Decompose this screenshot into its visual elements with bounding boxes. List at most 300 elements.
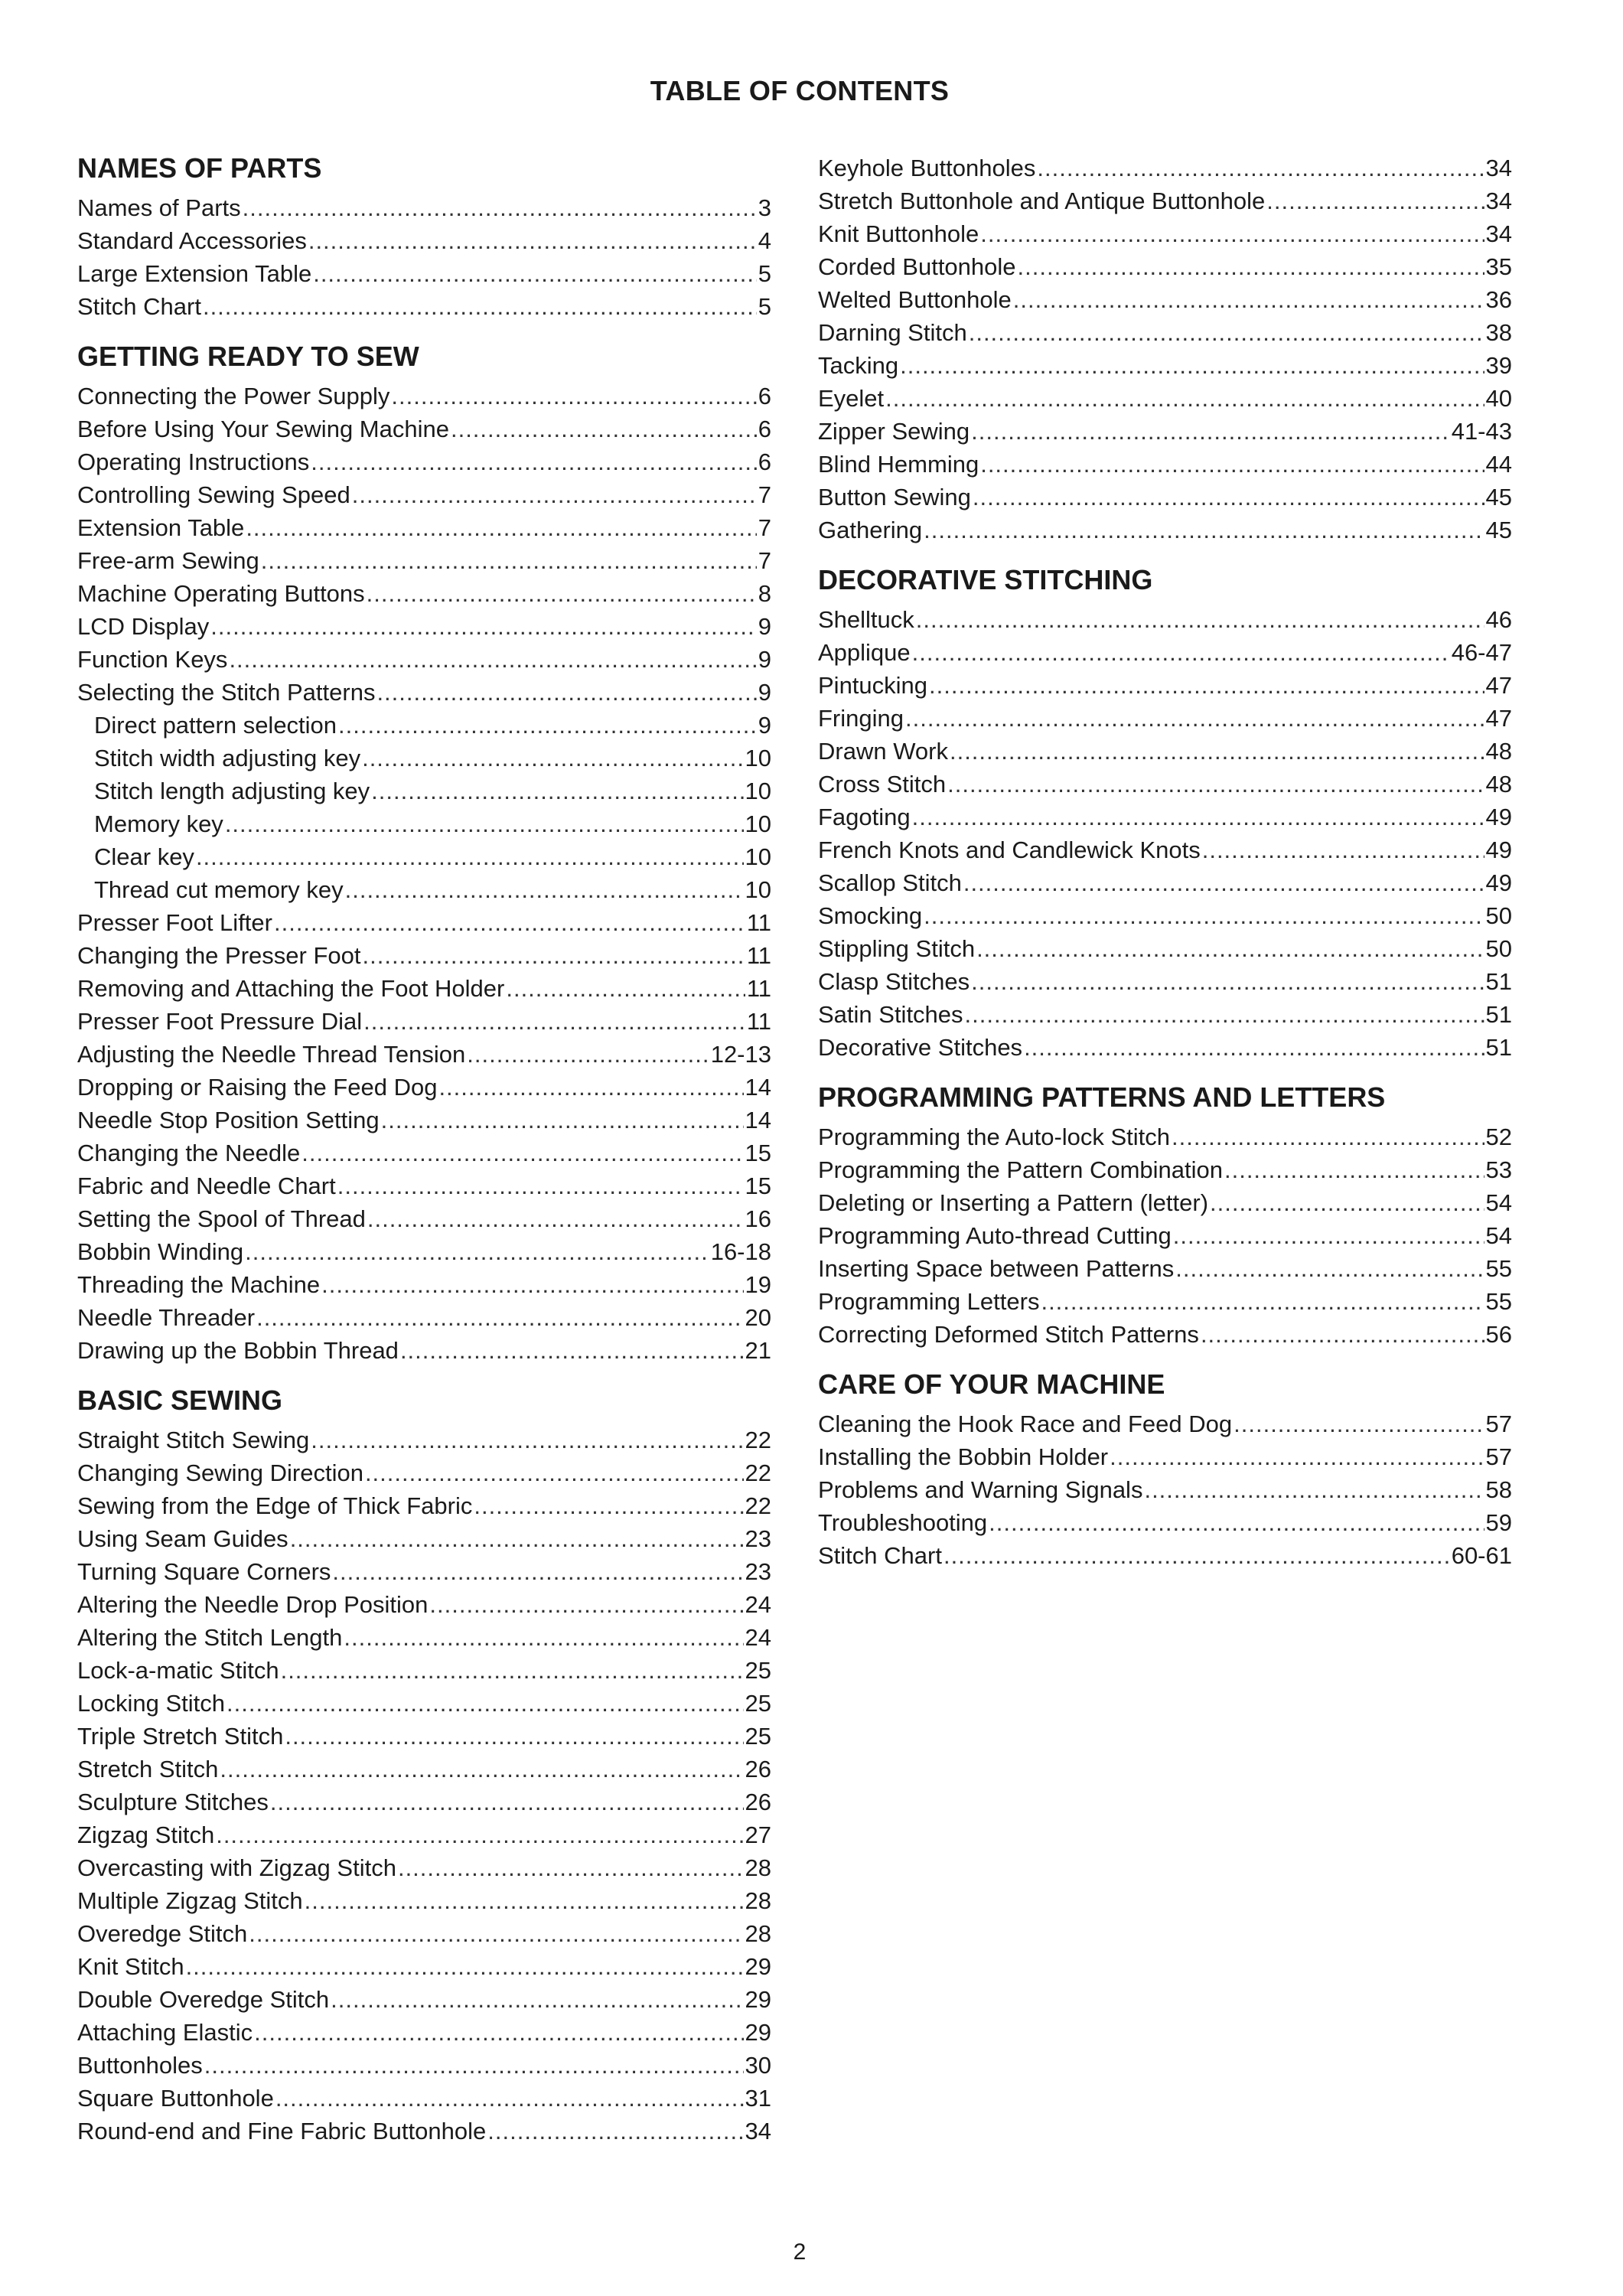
section-heading: GETTING READY TO SEW — [77, 341, 419, 372]
toc-entry-title: Installing the Bobbin Holder — [818, 1443, 1109, 1470]
toc-entry[interactable] — [77, 1621, 771, 1654]
toc-entry[interactable] — [77, 1818, 771, 1851]
toc-entry[interactable] — [77, 1005, 771, 1038]
toc-section-names-of-parts — [77, 152, 771, 323]
toc-entry-title: Function Keys — [77, 646, 228, 673]
toc-entry-page: 10 — [745, 843, 771, 870]
toc-entry[interactable] — [77, 2082, 771, 2115]
toc-entry-page: 25 — [745, 1657, 771, 1684]
toc-entry[interactable] — [818, 1031, 1512, 1064]
toc-entry-page: 48 — [1485, 771, 1512, 797]
toc-entry[interactable] — [818, 833, 1512, 866]
toc-entry[interactable] — [818, 1506, 1512, 1539]
toc-entry[interactable] — [818, 603, 1512, 636]
toc-entry-page: 11 — [746, 1008, 771, 1035]
toc-entry[interactable] — [77, 511, 771, 544]
toc-entry-title: Memory key — [94, 810, 223, 837]
toc-entry-page: 9 — [758, 712, 771, 739]
toc-entry[interactable] — [818, 636, 1512, 669]
dot-leader — [337, 1169, 744, 1202]
toc-entry-title: French Knots and Candlewick Knots — [818, 837, 1201, 863]
toc-entry-page: 22 — [745, 1427, 771, 1453]
dot-leader — [381, 1104, 744, 1137]
toc-entry-page: 60-61 — [1451, 1542, 1512, 1569]
toc-entry[interactable] — [77, 873, 771, 906]
toc-entry-page: 53 — [1485, 1156, 1512, 1183]
toc-entry-page: 16-18 — [710, 1238, 771, 1265]
toc-entry-title: Multiple Zigzag Stitch — [77, 1887, 303, 1914]
toc-entry-page: 6 — [758, 416, 771, 442]
dot-leader — [980, 448, 1484, 481]
toc-entry-title: Square Buttonhole — [77, 2085, 274, 2112]
dot-leader — [362, 742, 743, 775]
toc-entry-page: 49 — [1485, 804, 1512, 830]
toc-entry[interactable] — [77, 445, 771, 478]
dot-leader — [474, 1489, 743, 1522]
dot-leader — [398, 1851, 744, 1884]
toc-entry[interactable] — [77, 1654, 771, 1687]
toc-left-column — [77, 152, 771, 2148]
toc-entry-page: 11 — [746, 909, 771, 936]
toc-entry-page: 49 — [1485, 837, 1512, 863]
toc-entry-title: Overcasting with Zigzag Stitch — [77, 1854, 396, 1881]
toc-entry-title: Changing the Needle — [77, 1140, 301, 1166]
dot-leader — [338, 709, 757, 742]
toc-entry[interactable] — [818, 481, 1512, 514]
toc-entry-title: Presser Foot Pressure Dial — [77, 1008, 363, 1035]
toc-entry[interactable] — [77, 1301, 771, 1334]
toc-entry-title: Troubleshooting — [818, 1509, 988, 1536]
toc-entry-title: Controlling Sewing Speed — [77, 481, 350, 508]
toc-entry[interactable] — [77, 742, 771, 775]
toc-entry-title: LCD Display — [77, 613, 210, 640]
dot-leader — [216, 1818, 743, 1851]
dot-leader — [980, 217, 1484, 250]
toc-entry-title: Fabric and Needle Chart — [77, 1172, 336, 1199]
toc-entry-page: 14 — [745, 1107, 771, 1133]
toc-entry[interactable] — [77, 676, 771, 709]
toc-entry-title: Darning Stitch — [818, 319, 967, 346]
toc-entry-title: Zipper Sewing — [818, 418, 970, 445]
toc-entry[interactable] — [818, 866, 1512, 899]
toc-entry-title: Problems and Warning Signals — [818, 1476, 1143, 1503]
toc-entry-page: 54 — [1485, 1189, 1512, 1216]
toc-entry-title: Drawing up the Bobbin Thread — [77, 1337, 399, 1364]
toc-entry[interactable] — [818, 768, 1512, 801]
toc-entry-title: Correcting Deformed Stitch Patterns — [818, 1321, 1199, 1348]
toc-section-programming-patterns-and-letters — [818, 1081, 1512, 1351]
dot-leader — [245, 1235, 709, 1268]
section-heading: DECORATIVE STITCHING — [818, 564, 1153, 595]
toc-entry-page: 24 — [745, 1591, 771, 1618]
dot-leader — [971, 965, 1484, 998]
toc-entry[interactable] — [818, 1120, 1512, 1153]
toc-entry[interactable] — [818, 1252, 1512, 1285]
toc-entry-page: 29 — [745, 1953, 771, 1980]
toc-entry-page: 46-47 — [1451, 639, 1512, 666]
dot-leader — [308, 224, 757, 257]
toc-entry[interactable] — [818, 669, 1512, 702]
toc-section-basic-sewing — [77, 1384, 771, 2148]
dot-leader — [331, 1983, 743, 2016]
dot-leader — [916, 603, 1484, 636]
toc-entry[interactable] — [818, 1153, 1512, 1186]
toc-entry-title: Stippling Stitch — [818, 935, 976, 962]
toc-entry-page: 28 — [745, 1887, 771, 1914]
toc-section-getting-ready-to-sew — [77, 340, 771, 1367]
toc-entry[interactable] — [77, 380, 771, 413]
dot-leader — [905, 702, 1484, 735]
toc-entry[interactable] — [818, 1318, 1512, 1351]
toc-entry-title: Free-arm Sewing — [77, 547, 259, 574]
toc-entry-page: 10 — [745, 745, 771, 771]
toc-entry[interactable] — [77, 1268, 771, 1301]
toc-entry[interactable] — [818, 932, 1512, 965]
toc-entry-title: Clear key — [94, 843, 194, 870]
toc-section-continued — [818, 152, 1512, 546]
toc-entry-title: Corded Buttonhole — [818, 253, 1016, 280]
toc-entry-page: 48 — [1485, 738, 1512, 765]
toc-entry-page: 45 — [1485, 517, 1512, 543]
toc-entry-title: Selecting the Stitch Patterns — [77, 679, 376, 706]
toc-entry-title: Applique — [818, 639, 911, 666]
toc-entry[interactable] — [818, 735, 1512, 768]
toc-entry[interactable] — [77, 1169, 771, 1202]
toc-entry-page: 8 — [758, 580, 771, 607]
dot-leader — [963, 866, 1484, 899]
toc-entry-title: Programming Letters — [818, 1288, 1040, 1315]
toc-entry[interactable] — [818, 702, 1512, 735]
toc-entry[interactable] — [818, 283, 1512, 316]
toc-entry[interactable] — [77, 1071, 771, 1104]
dot-leader — [275, 2082, 744, 2115]
toc-entry-page: 24 — [745, 1624, 771, 1651]
dot-leader — [311, 445, 756, 478]
toc-entry-page: 26 — [745, 1789, 771, 1815]
toc-entry[interactable] — [77, 1720, 771, 1753]
toc-entry[interactable] — [77, 2115, 771, 2148]
toc-entry-page: 12-13 — [710, 1041, 771, 1068]
toc-entry-page: 10 — [745, 876, 771, 903]
dot-leader — [254, 2016, 743, 2049]
toc-entry-title: Bobbin Winding — [77, 1238, 244, 1265]
toc-entry[interactable] — [818, 1285, 1512, 1318]
dot-leader — [203, 290, 757, 323]
dot-leader — [487, 2115, 743, 2148]
toc-entry-page: 34 — [1485, 188, 1512, 214]
dot-leader — [311, 1424, 743, 1456]
toc-entry-page: 20 — [745, 1304, 771, 1331]
toc-entry[interactable] — [77, 1235, 771, 1268]
toc-entry-title: Pintucking — [818, 672, 928, 699]
toc-entry-page: 54 — [1485, 1222, 1512, 1249]
toc-entry-title: Attaching Elastic — [77, 2019, 253, 2046]
toc-entry-page: 10 — [745, 810, 771, 837]
toc-entry-title: Welted Buttonhole — [818, 286, 1012, 313]
dot-leader — [321, 1268, 743, 1301]
toc-entry-page: 49 — [1485, 869, 1512, 896]
toc-entry[interactable] — [77, 939, 771, 972]
dot-leader — [274, 906, 745, 939]
toc-entry-title: Fagoting — [818, 804, 911, 830]
toc-entry[interactable] — [77, 290, 771, 323]
dot-leader — [290, 1522, 744, 1555]
toc-entry-page: 23 — [745, 1558, 771, 1585]
toc-section-care-of-your-machine — [818, 1368, 1512, 1572]
toc-entry[interactable] — [77, 775, 771, 807]
toc-entry-title: Operating Instructions — [77, 448, 310, 475]
toc-entry-page: 25 — [745, 1690, 771, 1717]
toc-entry[interactable] — [818, 1440, 1512, 1473]
toc-entry[interactable] — [77, 2049, 771, 2082]
toc-entry[interactable] — [77, 1983, 771, 2016]
toc-entry[interactable] — [818, 998, 1512, 1031]
toc-entry-page: 29 — [745, 2019, 771, 2046]
toc-entry-page: 9 — [758, 646, 771, 673]
toc-entry-page: 58 — [1485, 1476, 1512, 1503]
toc-entry-title: Threading the Machine — [77, 1271, 321, 1298]
toc-entry[interactable] — [77, 1038, 771, 1071]
toc-entry-title: Stretch Buttonhole and Antique Buttonhole — [818, 188, 1266, 214]
toc-entry[interactable] — [818, 316, 1512, 349]
toc-entry[interactable] — [818, 801, 1512, 833]
toc-entry-page: 14 — [745, 1074, 771, 1101]
section-heading: CARE OF YOUR MACHINE — [818, 1368, 1165, 1400]
toc-entry[interactable] — [77, 906, 771, 939]
dot-leader — [270, 1786, 744, 1818]
toc-entry-title: Needle Stop Position Setting — [77, 1107, 380, 1133]
dot-leader — [229, 643, 756, 676]
dot-leader — [220, 1753, 743, 1786]
toc-entry[interactable] — [77, 577, 771, 610]
toc-entry-page: 30 — [745, 2052, 771, 2079]
toc-entry-title: Buttonholes — [77, 2052, 203, 2079]
toc-entry[interactable] — [77, 1522, 771, 1555]
toc-entry-title: Dropping or Raising the Feed Dog — [77, 1074, 438, 1101]
dot-leader — [973, 481, 1484, 514]
toc-entry[interactable] — [77, 1555, 771, 1588]
toc-entry[interactable] — [77, 610, 771, 643]
toc-entry-title: Adjusting the Needle Thread Tension — [77, 1041, 466, 1068]
dot-leader — [976, 932, 1484, 965]
toc-entry[interactable] — [77, 1424, 771, 1456]
dot-leader — [363, 1005, 745, 1038]
toc-entry[interactable] — [77, 478, 771, 511]
dot-leader — [1201, 1318, 1484, 1351]
toc-entry[interactable] — [818, 1473, 1512, 1506]
toc-entry-title: Double Overedge Stitch — [77, 1986, 330, 2013]
toc-entry[interactable] — [818, 250, 1512, 283]
dot-leader — [367, 577, 757, 610]
toc-entry-page: 28 — [745, 1854, 771, 1881]
toc-entry-page: 6 — [758, 448, 771, 475]
dot-leader — [249, 1917, 743, 1950]
toc-entry[interactable] — [77, 1786, 771, 1818]
dot-leader — [227, 1687, 744, 1720]
toc-entry-page: 55 — [1485, 1288, 1512, 1315]
dot-leader — [947, 768, 1484, 801]
toc-entry-title: Using Seam Guides — [77, 1525, 288, 1552]
toc-entry-title: Thread cut memory key — [94, 876, 344, 903]
toc-entry[interactable] — [77, 1917, 771, 1950]
toc-entry[interactable] — [77, 2016, 771, 2049]
dot-leader — [924, 899, 1484, 932]
toc-entry[interactable] — [77, 1489, 771, 1522]
toc-entry-title: Decorative Stitches — [818, 1034, 1023, 1061]
toc-entry[interactable] — [77, 1137, 771, 1169]
toc-entry-page: 34 — [1485, 220, 1512, 247]
toc-entry-title: Eyelet — [818, 385, 885, 412]
toc-entry-page: 16 — [745, 1205, 771, 1232]
toc-entry-title: Changing the Presser Foot — [77, 942, 361, 969]
toc-entry[interactable] — [818, 152, 1512, 184]
toc-entry[interactable] — [818, 349, 1512, 382]
toc-entry-title: Fringing — [818, 705, 904, 732]
dot-leader — [305, 1884, 744, 1917]
toc-entry[interactable] — [77, 1950, 771, 1983]
toc-entry[interactable] — [818, 415, 1512, 448]
dot-leader — [371, 775, 743, 807]
toc-entry-title: Removing and Attaching the Foot Holder — [77, 975, 505, 1002]
toc-entry-title: Programming the Auto-lock Stitch — [818, 1124, 1171, 1150]
toc-entry-page: 40 — [1485, 385, 1512, 412]
toc-entry[interactable] — [77, 643, 771, 676]
dot-leader — [365, 1456, 744, 1489]
toc-entry-page: 36 — [1485, 286, 1512, 313]
toc-entry-page: 25 — [745, 1723, 771, 1750]
toc-entry[interactable] — [77, 224, 771, 257]
dot-leader — [1173, 1219, 1484, 1252]
toc-entry[interactable] — [77, 191, 771, 224]
toc-entry-title: Blind Hemming — [818, 451, 979, 478]
toc-entry[interactable] — [818, 382, 1512, 415]
toc-entry[interactable] — [77, 1456, 771, 1489]
toc-entry-page: 31 — [745, 2085, 771, 2112]
dot-leader — [943, 1539, 1450, 1572]
dot-leader — [438, 1071, 743, 1104]
toc-entry-title: Knit Buttonhole — [818, 220, 979, 247]
toc-entry-title: Connecting the Power Supply — [77, 383, 390, 409]
toc-entry-page: 35 — [1485, 253, 1512, 280]
toc-entry[interactable] — [77, 257, 771, 290]
toc-entry-page: 47 — [1485, 705, 1512, 732]
dot-leader — [256, 1301, 743, 1334]
toc-entry-title: Altering the Stitch Length — [77, 1624, 343, 1651]
toc-entry[interactable] — [77, 1202, 771, 1235]
toc-entry-page: 6 — [758, 383, 771, 409]
toc-entry[interactable] — [77, 807, 771, 840]
dot-leader — [950, 735, 1484, 768]
toc-entry[interactable] — [818, 217, 1512, 250]
toc-entry-title: Programming Auto-thread Cutting — [818, 1222, 1172, 1249]
dot-leader — [1224, 1153, 1484, 1186]
toc-entry-page: 5 — [758, 293, 771, 320]
toc-entry-title: Round-end and Fine Fabric Buttonhole — [77, 2118, 487, 2144]
dot-leader — [261, 544, 757, 577]
dot-leader — [1037, 152, 1484, 184]
toc-entry-page: 47 — [1485, 672, 1512, 699]
toc-entry[interactable] — [818, 184, 1512, 217]
toc-entry-title: Changing Sewing Direction — [77, 1459, 363, 1486]
toc-entry[interactable] — [77, 1753, 771, 1786]
section-heading: PROGRAMMING PATTERNS AND LETTERS — [818, 1081, 1386, 1113]
toc-entry[interactable] — [77, 972, 771, 1005]
toc-entry-title: Zigzag Stitch — [77, 1821, 215, 1848]
toc-entry-page: 45 — [1485, 484, 1512, 510]
toc-entry[interactable] — [818, 1539, 1512, 1572]
toc-entry[interactable] — [77, 1884, 771, 1917]
toc-entry-title: Keyhole Buttonholes — [818, 155, 1036, 181]
toc-entry-title: Scallop Stitch — [818, 869, 962, 896]
toc-entry[interactable] — [77, 1334, 771, 1367]
toc-entry[interactable] — [818, 1186, 1512, 1219]
toc-entry-page: 55 — [1485, 1255, 1512, 1282]
toc-entry[interactable] — [818, 1219, 1512, 1252]
toc-entry-page: 11 — [746, 942, 771, 969]
toc-entry[interactable] — [77, 1104, 771, 1137]
toc-entry-title: Names of Parts — [77, 194, 241, 221]
toc-entry-page: 23 — [745, 1525, 771, 1552]
toc-entry[interactable] — [77, 1851, 771, 1884]
toc-entry-page: 21 — [745, 1337, 771, 1364]
toc-entry-page: 7 — [758, 514, 771, 541]
toc-entry-page: 9 — [758, 613, 771, 640]
toc-entry-title: Standard Accessories — [77, 227, 307, 254]
toc-entry-title: Machine Operating Buttons — [77, 580, 365, 607]
toc-entry-page: 34 — [745, 2118, 771, 2144]
page-title: TABLE OF CONTENTS — [650, 75, 950, 106]
toc-entry-title: Button Sewing — [818, 484, 971, 510]
toc-entry[interactable] — [77, 709, 771, 742]
toc-entry-page: 46 — [1485, 606, 1512, 633]
dot-leader — [1172, 1120, 1484, 1153]
toc-entry-title: Before Using Your Sewing Machine — [77, 416, 449, 442]
dot-leader — [285, 1720, 743, 1753]
toc-entry-page: 28 — [745, 1920, 771, 1947]
toc-entry[interactable] — [77, 413, 771, 445]
toc-entry[interactable] — [77, 840, 771, 873]
dot-leader — [429, 1588, 743, 1621]
toc-entry-title: Cleaning the Hook Race and Feed Dog — [818, 1411, 1233, 1437]
toc-entry-title: Deleting or Inserting a Pattern (letter) — [818, 1189, 1209, 1216]
toc-entry[interactable] — [818, 899, 1512, 932]
toc-entry-page: 51 — [1485, 1001, 1512, 1028]
dot-leader — [344, 1621, 743, 1654]
toc-entry[interactable] — [77, 544, 771, 577]
toc-entry-title: Locking Stitch — [77, 1690, 225, 1717]
dot-leader — [400, 1334, 744, 1367]
dot-leader — [1024, 1031, 1484, 1064]
toc-entry-title: Altering the Needle Drop Position — [77, 1591, 429, 1618]
toc-entry[interactable] — [77, 1687, 771, 1720]
toc-entry[interactable] — [818, 965, 1512, 998]
toc-entry-page: 26 — [745, 1756, 771, 1782]
toc-entry-page: 7 — [758, 481, 771, 508]
toc-entry[interactable] — [818, 514, 1512, 546]
toc-entry[interactable] — [818, 1407, 1512, 1440]
dot-leader — [363, 939, 745, 972]
dot-leader — [971, 415, 1450, 448]
toc-entry[interactable] — [77, 1588, 771, 1621]
dot-leader — [1210, 1186, 1484, 1219]
toc-entry-title: Overedge Stitch — [77, 1920, 248, 1947]
toc-right-column — [818, 152, 1512, 1572]
dot-leader — [1234, 1407, 1484, 1440]
toc-entry-page: 34 — [1485, 155, 1512, 181]
toc-entry-title: Large Extension Table — [77, 260, 312, 287]
toc-entry-page: 27 — [745, 1821, 771, 1848]
toc-entry[interactable] — [818, 448, 1512, 481]
